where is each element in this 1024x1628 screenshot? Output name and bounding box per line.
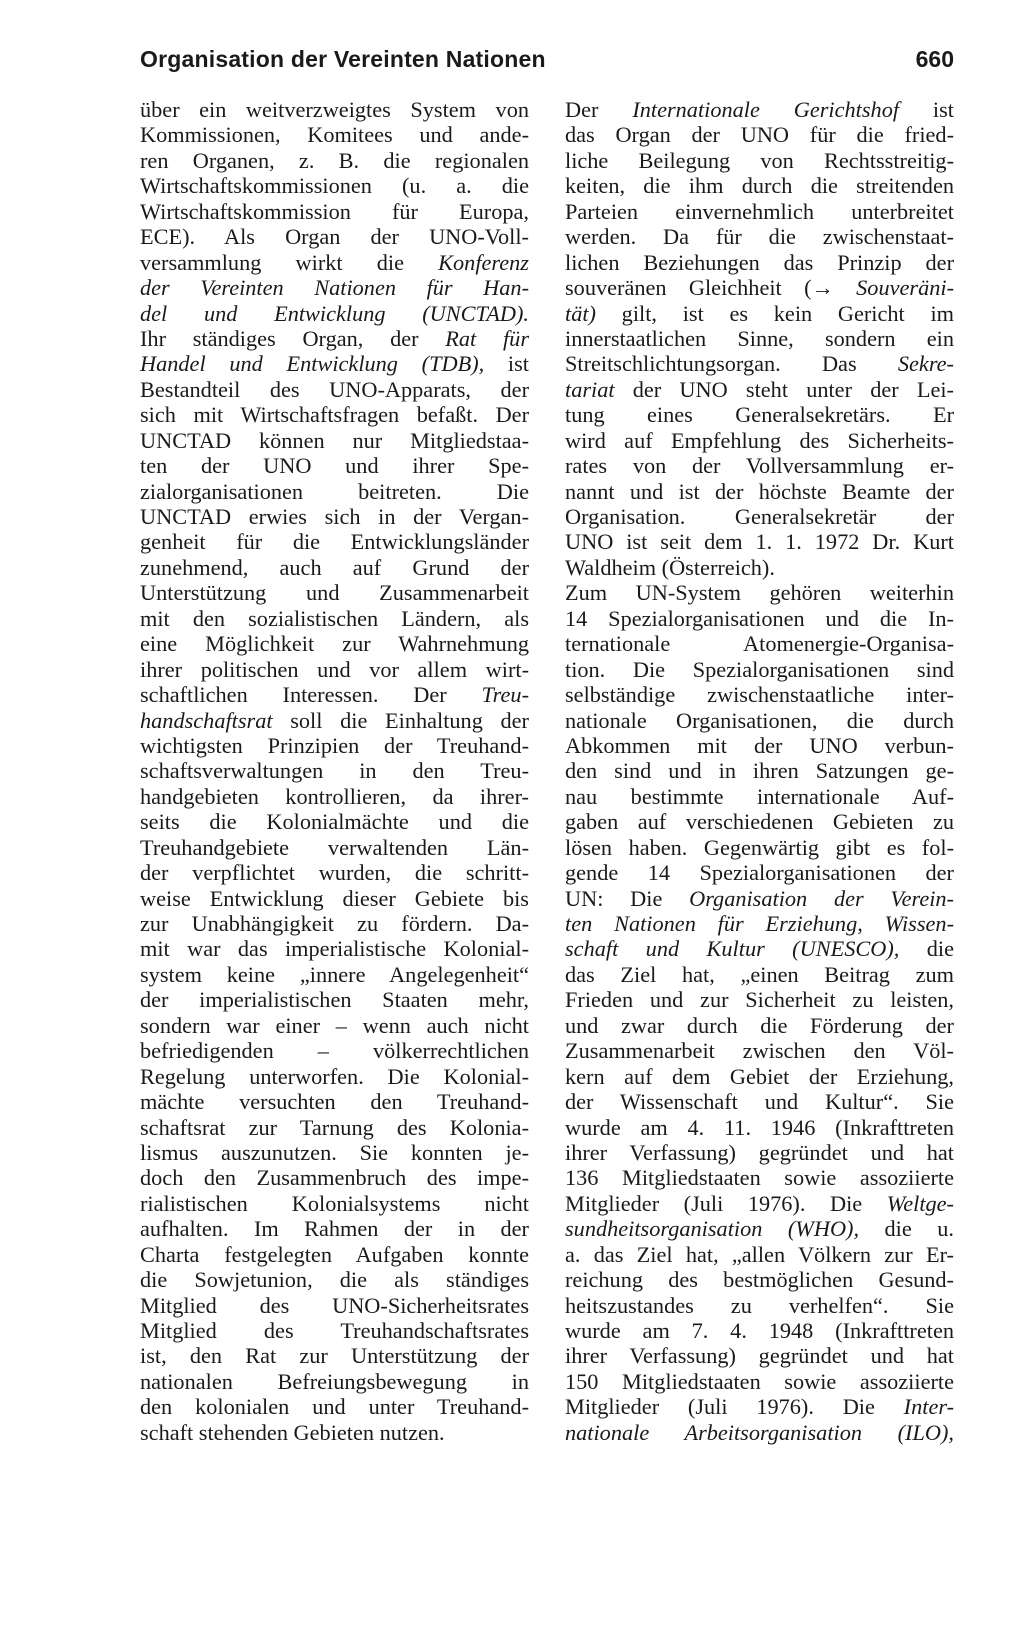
text-run: Frieden und zur Sicherheit zu leisten, xyxy=(565,987,954,1013)
text-line xyxy=(565,682,954,707)
text-line xyxy=(140,657,529,682)
text-line xyxy=(565,758,954,783)
text-line xyxy=(140,275,529,300)
text-line xyxy=(140,326,529,351)
text-run: wurde am 7. 4. 1948 (Inkrafttreten xyxy=(565,1318,954,1343)
text-line xyxy=(565,708,954,733)
text-line xyxy=(565,504,954,529)
text-line xyxy=(565,987,954,1012)
text-line xyxy=(140,97,529,122)
text-line xyxy=(140,529,529,554)
italic-term: Konferenz xyxy=(438,249,529,275)
text-run: die u. xyxy=(859,1216,954,1242)
text-line xyxy=(565,326,954,351)
text-run: ihrer politischen und vor allem wirt- xyxy=(140,656,529,682)
text-line xyxy=(565,911,954,936)
text-run: der verpflichtet wurden, die schritt- xyxy=(140,860,529,886)
text-line xyxy=(140,1369,529,1394)
text-line xyxy=(140,784,529,809)
text-line xyxy=(140,1064,529,1089)
text-run: Wirtschaftskommissionen (u. a. die xyxy=(140,173,529,199)
text-run: werden. Da für die zwischenstaat- xyxy=(565,224,954,250)
text-line xyxy=(140,148,529,173)
text-line xyxy=(565,1089,954,1114)
text-line xyxy=(140,504,529,529)
italic-term: tariat xyxy=(565,376,615,402)
text-line xyxy=(565,886,954,911)
text-line xyxy=(140,631,529,656)
text-run: UNCTAD können nur Mitgliedstaa- xyxy=(140,427,529,453)
text-run: Mitglieder (Juli 1976). Die xyxy=(565,1190,887,1216)
text-run: den sind und in ihren Satzungen ge- xyxy=(565,758,954,784)
text-run: tung eines Generalsekretärs. Er xyxy=(565,402,954,428)
text-line xyxy=(565,1191,954,1216)
text-line xyxy=(565,275,954,300)
page-title: Organisation der Vereinten Nationen xyxy=(140,46,546,72)
text-run: zialorganisationen beitreten. Die xyxy=(140,478,529,504)
text-line xyxy=(140,479,529,504)
text-line xyxy=(140,936,529,961)
text-line xyxy=(565,1394,954,1419)
text-run: ist, den Rat zur Unterstützung der xyxy=(140,1343,529,1369)
text-line xyxy=(565,122,954,147)
text-run: lichen Beziehungen das Prinzip der xyxy=(565,249,954,275)
text-run: ren Organen, z. B. die regionalen xyxy=(140,147,529,173)
text-run: Bestandteil des UNO-Apparats, der xyxy=(140,376,529,402)
text-line xyxy=(140,555,529,580)
italic-term: tät) xyxy=(565,300,596,326)
text-run: Regelung unterworfen. Die Kolonial- xyxy=(140,1063,529,1089)
text-line xyxy=(565,936,954,961)
text-run: souveränen Gleichheit (→ xyxy=(565,275,857,301)
text-line xyxy=(565,301,954,326)
text-line xyxy=(565,1064,954,1089)
text-run: selbständige zwischenstaatliche inter- xyxy=(565,682,954,708)
text-line xyxy=(565,733,954,758)
italic-term: ten Nationen für Erziehung, Wissen- xyxy=(565,911,954,936)
text-line xyxy=(565,351,954,376)
text-run: gilt, ist es kein Gericht im xyxy=(595,300,954,326)
text-run: das Organ der UNO für die fried- xyxy=(565,122,954,148)
text-run: versammlung wirkt die xyxy=(140,249,439,275)
text-line xyxy=(140,1267,529,1292)
text-run: nau bestimmte internationale Auf- xyxy=(565,783,954,809)
text-run: und zwar durch die Förderung der xyxy=(565,1012,954,1038)
text-line xyxy=(140,1318,529,1343)
text-line xyxy=(565,199,954,224)
text-run: weise Entwicklung dieser Gebiete bis xyxy=(140,885,529,911)
text-line xyxy=(140,1216,529,1241)
text-run: Mitglieder (Juli 1976). Die xyxy=(565,1394,904,1420)
text-run: innerstaatlichen Sinne, sondern ein xyxy=(565,325,954,351)
text-run: sich mit Wirtschaftsfragen befaßt. Der xyxy=(140,402,529,428)
text-line xyxy=(140,199,529,224)
text-line xyxy=(565,1293,954,1318)
italic-term: der Vereinten Nationen für Han- xyxy=(140,275,529,301)
text-run: das Ziel hat, „einen Beitrag zum xyxy=(565,961,954,987)
italic-term: schaft und Kultur (UNESCO), xyxy=(565,936,900,962)
text-line xyxy=(565,1420,954,1445)
text-run: Zum UN-System gehören weiterhin xyxy=(565,580,954,606)
text-line xyxy=(140,1013,529,1038)
text-line xyxy=(565,1038,954,1063)
text-run: kern auf dem Gebiet der Erziehung, xyxy=(565,1063,954,1089)
text-line xyxy=(565,1343,954,1368)
text-run: mächte versuchten den Treuhand- xyxy=(140,1089,529,1115)
text-line xyxy=(140,402,529,427)
text-run: ternationale Atomenergie-Organisa- xyxy=(565,631,954,657)
italic-term: Souveräni- xyxy=(856,275,954,301)
italic-term: Sekre- xyxy=(897,351,954,377)
text-run: handgebieten kontrollieren, da ihrer- xyxy=(140,783,529,809)
italic-term: Rat für xyxy=(445,325,529,351)
text-line xyxy=(140,886,529,911)
text-run: Mitglied des UNO-Sicherheitsrates xyxy=(140,1292,529,1318)
italic-term: Weltge- xyxy=(886,1190,954,1216)
text-run: aufhalten. Im Rahmen der in der xyxy=(140,1216,529,1242)
text-line xyxy=(140,1293,529,1318)
text-line xyxy=(565,580,954,605)
text-run: Der xyxy=(565,97,633,122)
text-run: wichtigsten Prinzipien der Treuhand- xyxy=(140,732,529,758)
text-line xyxy=(565,428,954,453)
text-line xyxy=(140,1165,529,1190)
italic-term: Inter- xyxy=(903,1394,954,1420)
italic-term: handschaftsrat xyxy=(140,707,273,733)
text-line xyxy=(565,657,954,682)
text-line xyxy=(140,835,529,860)
text-line xyxy=(140,351,529,376)
text-line xyxy=(565,1267,954,1292)
text-line xyxy=(140,1140,529,1165)
text-line xyxy=(565,962,954,987)
text-run: sondern war einer – wenn auch nicht xyxy=(140,1012,529,1038)
text-line xyxy=(565,1242,954,1267)
text-line xyxy=(140,809,529,834)
text-run: a. das Ziel hat, „allen Völkern zur Er- xyxy=(565,1241,954,1267)
text-line xyxy=(565,173,954,198)
text-run: Kommissionen, Komitees und ande- xyxy=(140,122,529,148)
text-run: der Wissenschaft und Kultur“. Sie xyxy=(565,1089,954,1115)
text-run: heitszustandes zu verhelfen“. Sie xyxy=(565,1292,954,1318)
text-run: system keine „innere Angelegenheit“ xyxy=(140,961,529,987)
text-line xyxy=(565,250,954,275)
text-line xyxy=(565,453,954,478)
text-run: schaft stehenden Gebieten nutzen. xyxy=(140,1419,445,1445)
text-run: zunehmend, auch auf Grund der xyxy=(140,554,529,580)
text-line xyxy=(140,911,529,936)
text-run: 14 Spezialorganisationen und die In- xyxy=(565,605,954,631)
text-line xyxy=(565,529,954,554)
text-line xyxy=(140,1242,529,1267)
text-run: liche Beilegung von Rechtsstreitig- xyxy=(565,147,954,173)
text-run: ten der UNO und ihrer Spe- xyxy=(140,453,529,479)
text-line xyxy=(140,1394,529,1419)
text-line xyxy=(140,962,529,987)
text-line xyxy=(565,555,954,580)
text-line xyxy=(140,708,529,733)
text-line xyxy=(140,1343,529,1368)
text-run: mit war das imperialistische Kolonial- xyxy=(140,936,529,962)
text-run: gende 14 Spezialorganisationen der xyxy=(565,860,954,886)
text-line xyxy=(140,987,529,1012)
text-run: zur Unabhängigkeit zu fördern. Da- xyxy=(140,911,529,936)
text-run: ihrer Verfassung) gegründet und hat xyxy=(565,1343,954,1369)
text-line xyxy=(565,835,954,860)
text-column-right xyxy=(565,97,954,1445)
text-line xyxy=(140,1420,529,1445)
text-run: Organisation. Generalsekretär der xyxy=(565,504,954,529)
text-run: ECE). Als Organ der UNO-Voll- xyxy=(140,224,529,250)
text-run: wird auf Empfehlung des Sicherheits- xyxy=(565,427,954,453)
text-run: 136 Mitgliedstaaten sowie assoziierte xyxy=(565,1165,954,1191)
text-run: ist xyxy=(899,97,954,122)
text-run: über ein weitverzweigtes System von xyxy=(140,97,529,122)
italic-term: Treu- xyxy=(481,682,529,708)
text-line xyxy=(140,580,529,605)
text-line xyxy=(140,1038,529,1063)
text-run: gaben auf verschiedenen Gebieten zu xyxy=(565,809,954,835)
italic-term: sundheitsorganisation (WHO), xyxy=(565,1216,860,1242)
text-line xyxy=(565,479,954,504)
text-run: Mitglied des Treuhandschaftsrates xyxy=(140,1318,529,1343)
text-run: ihrer Verfassung) gegründet und hat xyxy=(565,1139,954,1165)
text-line xyxy=(565,606,954,631)
text-line xyxy=(140,606,529,631)
running-header xyxy=(140,46,954,80)
text-run: soll die Einhaltung der xyxy=(272,707,529,733)
text-run: Zusammenarbeit zwischen den Völ- xyxy=(565,1038,954,1064)
text-run: der imperialistischen Staaten mehr, xyxy=(140,987,529,1013)
italic-term: Handel und Entwicklung (TDB), xyxy=(140,351,485,377)
text-run: doch den Zusammenbruch des impe- xyxy=(140,1165,529,1191)
text-run: die xyxy=(899,936,954,962)
text-run: tion. Die Spezialorganisationen sind xyxy=(565,656,954,682)
text-run: Ihr ständiges Organ, der xyxy=(140,325,446,351)
text-run: nationalen Befreiungsbewegung in xyxy=(140,1368,529,1394)
text-line xyxy=(565,784,954,809)
italic-term: Internationale Gerichtshof xyxy=(632,97,900,122)
text-line xyxy=(140,758,529,783)
text-run: Streitschlichtungsorgan. Das xyxy=(565,351,898,377)
text-run: UN: Die xyxy=(565,885,690,911)
text-run: reichung des bestmöglichen Gesund- xyxy=(565,1267,954,1293)
text-run: der UNO steht unter der Lei- xyxy=(614,376,954,402)
text-run: Abkommen mit der UNO verbun- xyxy=(565,732,954,758)
text-line xyxy=(565,97,954,122)
text-line xyxy=(140,1089,529,1114)
text-run: seits die Kolonialmächte und die xyxy=(140,809,529,835)
text-line xyxy=(140,682,529,707)
text-line xyxy=(565,809,954,834)
text-run: UNO ist seit dem 1. 1. 1972 Dr. Kurt xyxy=(565,529,954,555)
text-run: genheit für die Entwicklungsländer xyxy=(140,529,529,555)
text-run: rates von der Vollversammlung er- xyxy=(565,453,954,479)
text-run: lösen haben. Gegenwärtig gibt es fol- xyxy=(565,834,954,860)
text-run: UNCTAD erwies sich in der Vergan- xyxy=(140,504,529,529)
text-line xyxy=(565,224,954,249)
text-run: lismus auszunutzen. Sie konnten je- xyxy=(140,1139,529,1165)
text-line xyxy=(140,453,529,478)
text-run: eine Möglichkeit zur Wahrnehmung xyxy=(140,631,529,657)
text-line xyxy=(565,402,954,427)
text-line xyxy=(565,1140,954,1165)
text-run: ist xyxy=(484,351,529,377)
page-number: 660 xyxy=(915,46,954,72)
text-run: wurde am 4. 11. 1946 (Inkrafttreten xyxy=(565,1114,954,1140)
text-line xyxy=(565,1115,954,1140)
text-run: Waldheim (Österreich). xyxy=(565,554,775,580)
italic-term: nationale Arbeitsorganisation (ILO), xyxy=(565,1419,954,1445)
text-line xyxy=(140,1191,529,1216)
text-line xyxy=(565,1318,954,1343)
text-run: Treuhandgebiete verwaltenden Län- xyxy=(140,834,529,860)
text-run: schaftsrat zur Tarnung des Kolonia- xyxy=(140,1114,529,1140)
text-line xyxy=(565,377,954,402)
text-run: den kolonialen und unter Treuhand- xyxy=(140,1394,529,1420)
text-line xyxy=(140,860,529,885)
text-line xyxy=(565,1369,954,1394)
text-line xyxy=(140,250,529,275)
text-line xyxy=(565,860,954,885)
text-line xyxy=(140,377,529,402)
text-run: nationale Organisationen, die durch xyxy=(565,707,954,733)
text-run: Parteien einvernehmlich unterbreitet xyxy=(565,198,954,224)
text-line xyxy=(565,631,954,656)
text-run: Charta festgelegten Aufgaben konnte xyxy=(140,1241,529,1267)
text-run: Wirtschaftskommission für Europa, xyxy=(140,198,529,224)
text-line xyxy=(140,122,529,147)
text-run: schaftlichen Interessen. Der xyxy=(140,682,482,708)
text-run: 150 Mitgliedstaaten sowie assoziierte xyxy=(565,1368,954,1394)
text-line xyxy=(140,224,529,249)
text-line xyxy=(140,428,529,453)
text-run: schaftsverwaltungen in den Treu- xyxy=(140,758,529,784)
text-run: rialistischen Kolonialsystems nicht xyxy=(140,1190,529,1216)
text-run: die Sowjetunion, die als ständiges xyxy=(140,1267,529,1293)
text-line xyxy=(565,148,954,173)
italic-term: del und Entwicklung (UNCTAD). xyxy=(140,300,529,326)
text-run: befriedigenden – völkerrechtlichen xyxy=(140,1038,529,1064)
text-run: Unterstützung und Zusammenarbeit xyxy=(140,580,529,606)
italic-term: Organisation der Verein- xyxy=(689,885,954,911)
text-column-left xyxy=(140,97,529,1445)
text-line xyxy=(140,733,529,758)
text-line xyxy=(565,1216,954,1241)
text-run: nannt und ist der höchste Beamte der xyxy=(565,478,954,504)
text-line xyxy=(140,1115,529,1140)
text-run: keiten, die ihm durch die streitenden xyxy=(565,173,954,199)
text-line xyxy=(140,301,529,326)
text-line xyxy=(140,173,529,198)
text-run: mit den sozialistischen Ländern, als xyxy=(140,605,529,631)
text-line xyxy=(565,1165,954,1190)
text-line xyxy=(565,1013,954,1038)
